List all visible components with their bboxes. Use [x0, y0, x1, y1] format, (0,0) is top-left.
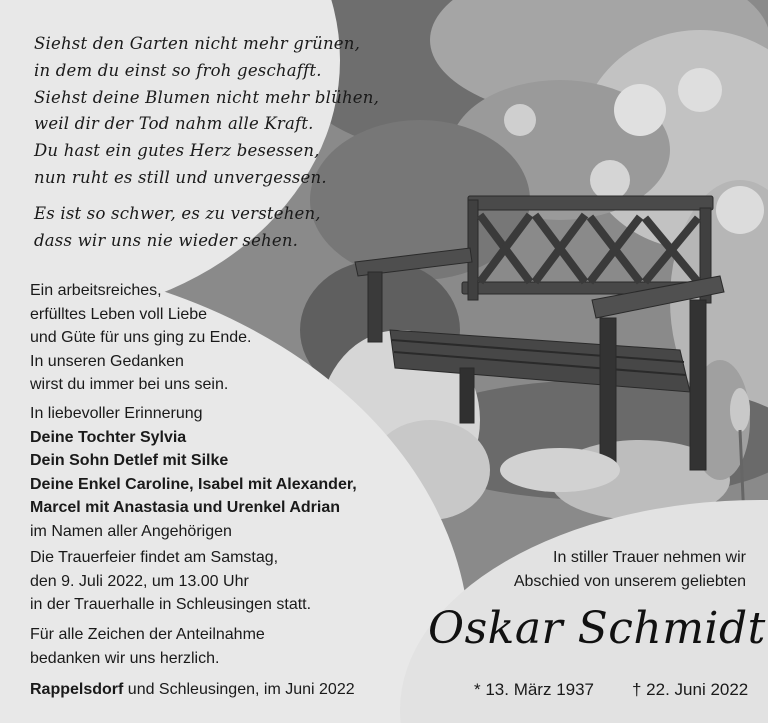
mourner-name: Deine Enkel Caroline, Isabel mit Alexander, — [30, 475, 357, 493]
poem-stanza-2 — [34, 201, 321, 255]
tribute-line: Ein arbeitsreiches, — [30, 282, 162, 299]
thanks-line: Für alle Zeichen der Anteilnahme — [30, 626, 265, 643]
tribute-line: erfülltes Leben voll Liebe — [30, 305, 208, 323]
poem-line: Du hast ein gutes Herz besessen, — [34, 141, 320, 161]
funeral-line: Die Trauerfeier findet am Samstag, — [30, 549, 279, 566]
mourners-list — [30, 402, 357, 543]
tribute-line: wirst du immer bei uns sein. — [30, 376, 229, 393]
place-name: Rappelsdorf — [30, 681, 124, 698]
mourner-name: Dein Sohn Detlef mit Silke — [30, 452, 229, 469]
poem-line: Siehst den Garten nicht mehr grünen, — [34, 34, 361, 53]
announcement — [440, 546, 746, 594]
mourner-name: Deine Tochter Sylvia — [30, 428, 187, 446]
announcement-line: In stiller Trauer nehmen wir — [553, 549, 746, 566]
funeral-line: den 9. Juli 2022, um 13.00 Uhr — [30, 572, 249, 590]
poem-line: weil dir der Tod nahm alle Kraft. — [34, 114, 314, 134]
poem-line: Es ist so schwer, es zu verstehen, — [34, 204, 321, 223]
deceased-name: Oskar Schmidt — [428, 603, 766, 654]
tribute-line: In unseren Gedanken — [30, 352, 184, 370]
birth-date: * 13. März 1937 — [474, 680, 595, 699]
tribute-line: und Güte für uns ging zu Ende. — [30, 329, 252, 346]
thanks-line: bedanken wir uns herzlich. — [30, 649, 220, 667]
funeral-line: in der Trauerhalle in Schleusingen statt. — [30, 596, 312, 613]
mourners-outro: im Namen aller Angehörigen — [30, 522, 232, 540]
place-date — [30, 678, 355, 702]
poem-line: in dem du einst so froh geschafft. — [34, 60, 322, 80]
death-date: † 22. Juni 2022 — [632, 680, 749, 699]
mourner-name: Marcel mit Anastasia und Urenkel Adrian — [30, 499, 341, 516]
mourners-intro: In liebevoller Erinnerung — [30, 405, 203, 422]
poem-line: dass wir uns nie wieder sehen. — [34, 230, 299, 250]
tribute-text — [30, 279, 251, 397]
poem-line: Siehst deine Blumen nicht mehr blühen, — [34, 87, 380, 107]
place-rest: und Schleusingen, im Juni 2022 — [123, 681, 355, 698]
thanks-text — [30, 623, 265, 670]
poem-stanza-1 — [34, 31, 379, 192]
poem-line: nun ruht es still und unvergessen. — [34, 167, 327, 187]
funeral-info — [30, 546, 311, 617]
announcement-line: Abschied von unserem geliebten — [513, 573, 746, 590]
